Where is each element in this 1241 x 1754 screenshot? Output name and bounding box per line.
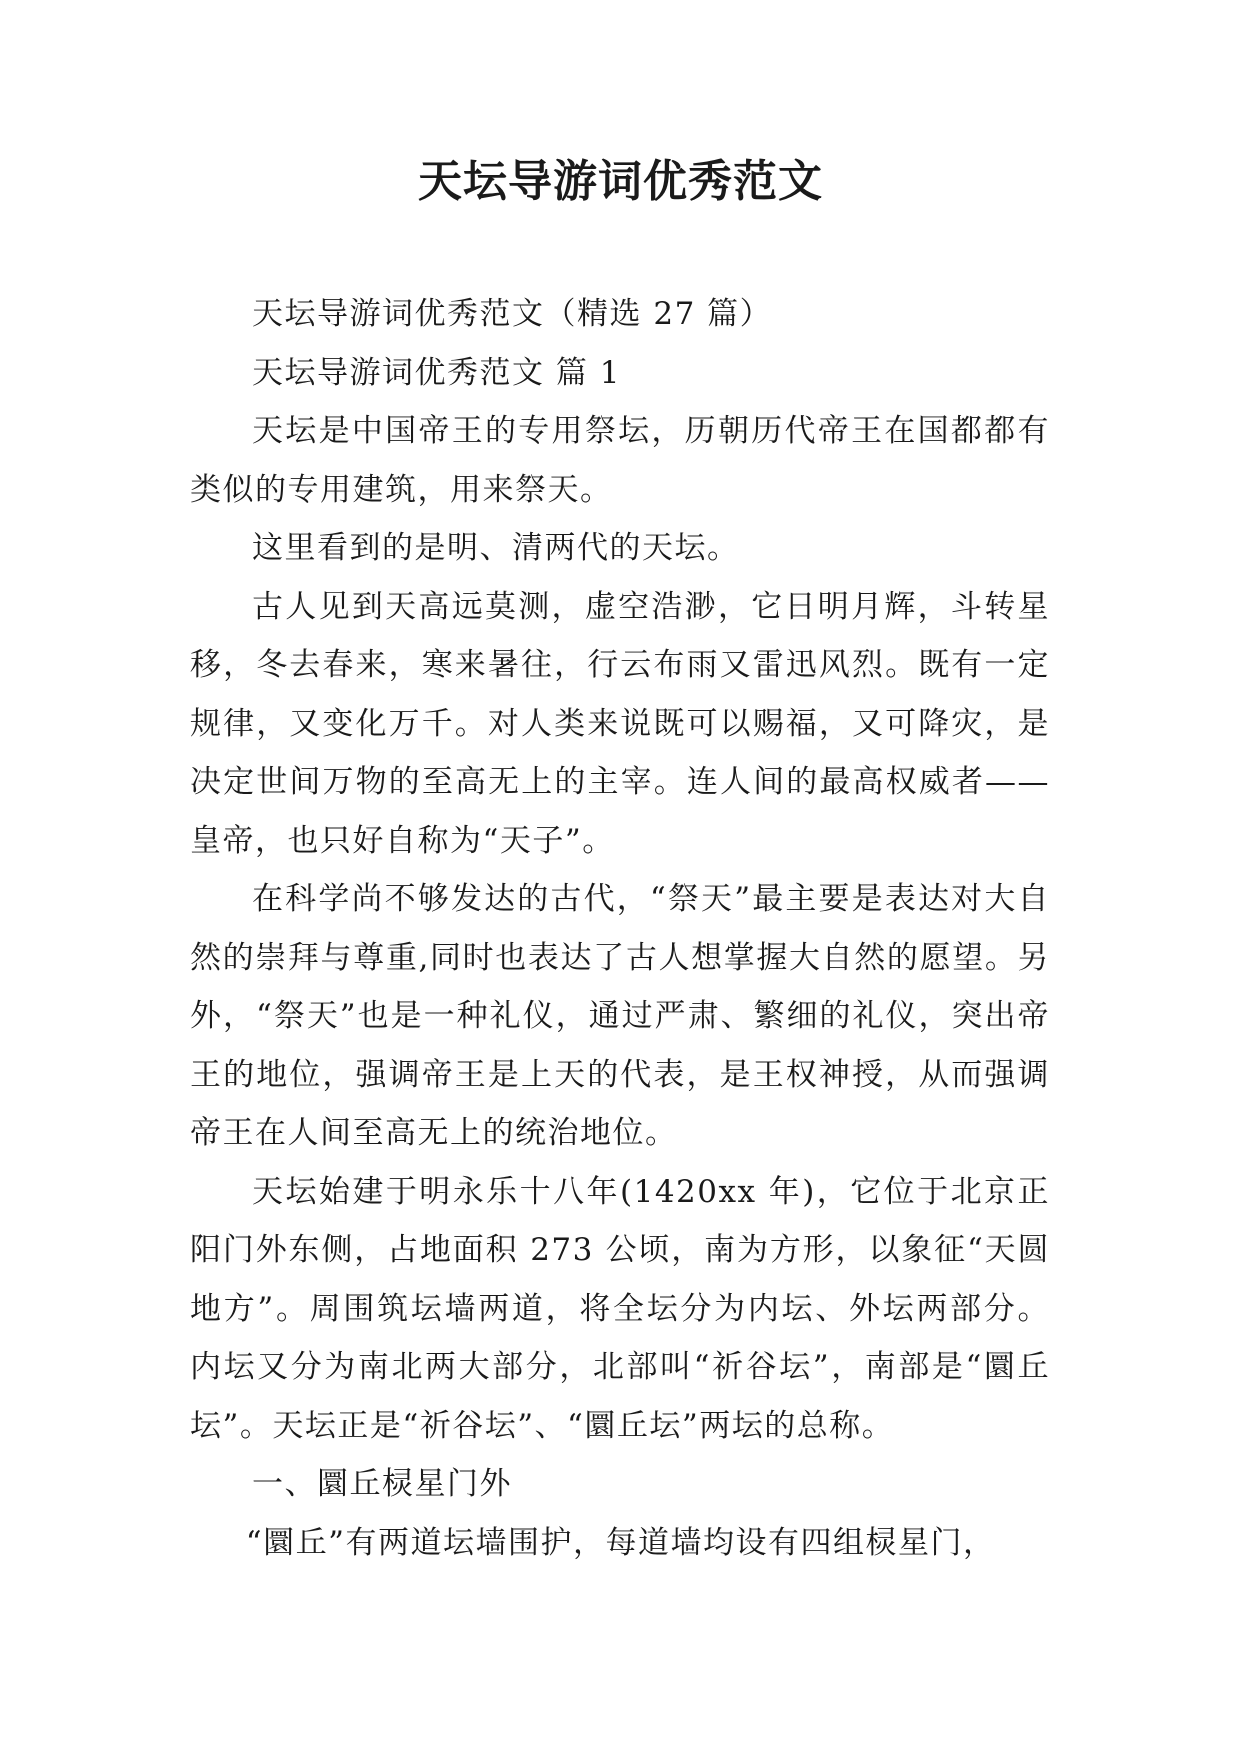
- paragraph: 天坛是中国帝王的专用祭坛，历朝历代帝王在国都都有类似的专用建筑，用来祭天。: [190, 413, 1050, 508]
- paragraph: 天坛始建于明永乐十八年(1420xx 年)，它位于北京正阳门外东侧，占地面积 273 公顷，南为方形，以象征“天圆地方”。周围筑坛墙两道，将全坛分为内坛、外坛两部分。内坛又分为南北两大部分，北部叫“祈谷坛”，南部是“圜丘坛”。天坛正是“祈谷坛”、“圜丘坛”两坛的总称。: [190, 1173, 1050, 1444]
- paragraph: 古人见到天高远莫测，虚空浩渺，它日明月辉，斗转星移，冬去春来，寒来暑往，行云布雨又雷迅风烈。既有一定规律，又变化万千。对人类来说既可以赐福，又可降灾，是决定世间万物的至高无上的主宰。连人间的最高权威者——皇帝，也只好自称为“天子”。: [190, 588, 1050, 859]
- paragraph: “圜丘”有两道坛墙围护，每道墙均设有四组棂星门，: [245, 1524, 996, 1561]
- paragraph-section-heading: 天坛导游词优秀范文 篇 1: [252, 354, 621, 391]
- document-body: [190, 285, 1050, 1572]
- document-title: 天坛导游词优秀范文: [418, 156, 823, 207]
- paragraph-subtitle: 天坛导游词优秀范文（精选 27 篇）: [252, 296, 773, 332]
- paragraph-subheading: 一、圜丘棂星门外: [252, 1466, 512, 1502]
- paragraph: 这里看到的是明、清两代的天坛。: [252, 530, 740, 566]
- paragraph: 在科学尚不够发达的古代，“祭天”最主要是表达对大自然的崇拜与尊重,同时也表达了古人想掌握大自然的愿望。另外，“祭天”也是一种礼仪，通过严肃、繁细的礼仪，突出帝王的地位，强调帝王是上天的代表，是王权神授，从而强调帝王在人间至高无上的统治地位。: [190, 881, 1050, 1151]
